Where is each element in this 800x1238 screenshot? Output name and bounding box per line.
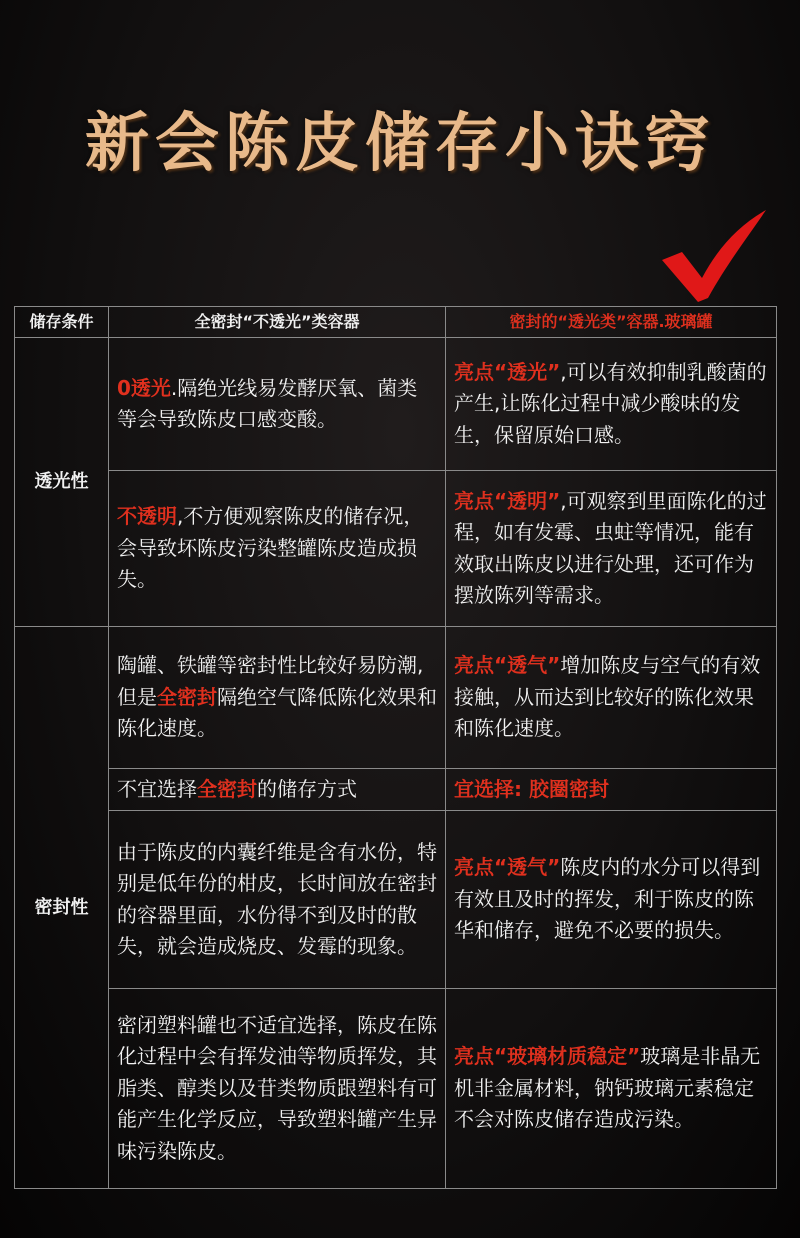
seal-opaque-cell-4: 密闭塑料罐也不适宜选择，陈皮在陈化过程中会有挥发油等物质挥发，其脂类、醇类以及苷类物质跟塑料有可能产生化学反应，导致塑料罐产生异味污染陈皮。: [109, 989, 446, 1189]
seal-glass-cell-4: [446, 989, 777, 1189]
page-title: 新会陈皮储存小诀窍: [85, 106, 715, 181]
cell-text: 的储存方式: [257, 776, 357, 801]
cell-text: 增加陈皮与空气的有效接触，从而达到比较好的陈化效果和陈化速度。: [454, 653, 761, 741]
seal-opaque-cell-3: 由于陈皮的内囊纤维是含有水份，特别是低年份的柑皮，长时间放在密封的容器里面，水份得不到及时的散失，就会造成烧皮、发霉的现象。: [109, 811, 446, 989]
table-row: [15, 769, 777, 811]
header-opaque-container: 全密封“不透光”类容器: [109, 307, 446, 338]
condition-seal: 密封性: [15, 627, 109, 1189]
highlight-text: 0透光: [117, 375, 171, 400]
table-header-row: [15, 307, 777, 338]
highlight-text: 亮点“透光”: [454, 359, 561, 384]
cell-text: ,可以有效抑制乳酸菌的产生,让陈化过程中减少酸味的发生，保留原始口感。: [454, 359, 767, 447]
light-opaque-cell-2: [109, 471, 446, 627]
cell-text: ,不方便观察陈皮的储存况，会导致坏陈皮污染整罐陈皮造成损失。: [117, 504, 424, 592]
cell-text: 玻璃是非晶无机非金属材料，钠钙玻璃元素稳定不会对陈皮储存造成污染。: [454, 1044, 761, 1132]
header-glass-container: 密封的“透光类”容器.玻璃罐: [446, 307, 777, 338]
highlight-text: 亮点“透明”: [454, 488, 561, 513]
check-mark-icon: [658, 208, 770, 304]
condition-light: 透光性: [15, 338, 109, 627]
seal-opaque-cell-1: [109, 627, 446, 769]
seal-glass-cell-3: [446, 811, 777, 989]
highlight-text: 亮点“透气”: [454, 653, 561, 678]
table-row: [15, 471, 777, 627]
highlight-text: 全密封: [197, 776, 257, 801]
seal-opaque-cell-2: [109, 769, 446, 811]
highlight-text: 亮点“透气”: [454, 855, 561, 880]
cell-text: .隔绝光线易发酵厌氧、菌类等会导致陈皮口感变酸。: [117, 375, 418, 431]
light-glass-cell-2: [446, 471, 777, 627]
table-row: [15, 338, 777, 471]
cell-text: 陶罐、铁罐等密封性比较好易防潮,但是: [117, 653, 424, 709]
seal-glass-cell-1: [446, 627, 777, 769]
cell-text: 陈皮内的水分可以得到有效且及时的挥发，利于陈皮的陈华和储存，避免不必要的损失。: [454, 855, 761, 943]
table-row: [15, 989, 777, 1189]
cell-text: ,可观察到里面陈化的过程，如有发霉、虫蛀等情况，能有效取出陈皮以进行处理，还可作为摆放陈列等需求。: [454, 488, 767, 607]
table-row: [15, 627, 777, 769]
light-glass-cell-1: [446, 338, 777, 471]
highlight-text: 全密封: [157, 684, 217, 709]
highlight-text: 不透明: [117, 504, 177, 529]
header-condition: 储存条件: [15, 307, 109, 338]
table-row: [15, 811, 777, 989]
highlight-text: 亮点“玻璃材质稳定”: [454, 1044, 641, 1069]
light-opaque-cell-1: [109, 338, 446, 471]
seal-glass-cell-2: 宜选择: 胶圈密封: [446, 769, 777, 811]
cell-text: 不宜选择: [117, 776, 197, 801]
storage-table: [14, 306, 777, 1189]
cell-text: 隔绝空气降低陈化效果和陈化速度。: [117, 684, 437, 741]
